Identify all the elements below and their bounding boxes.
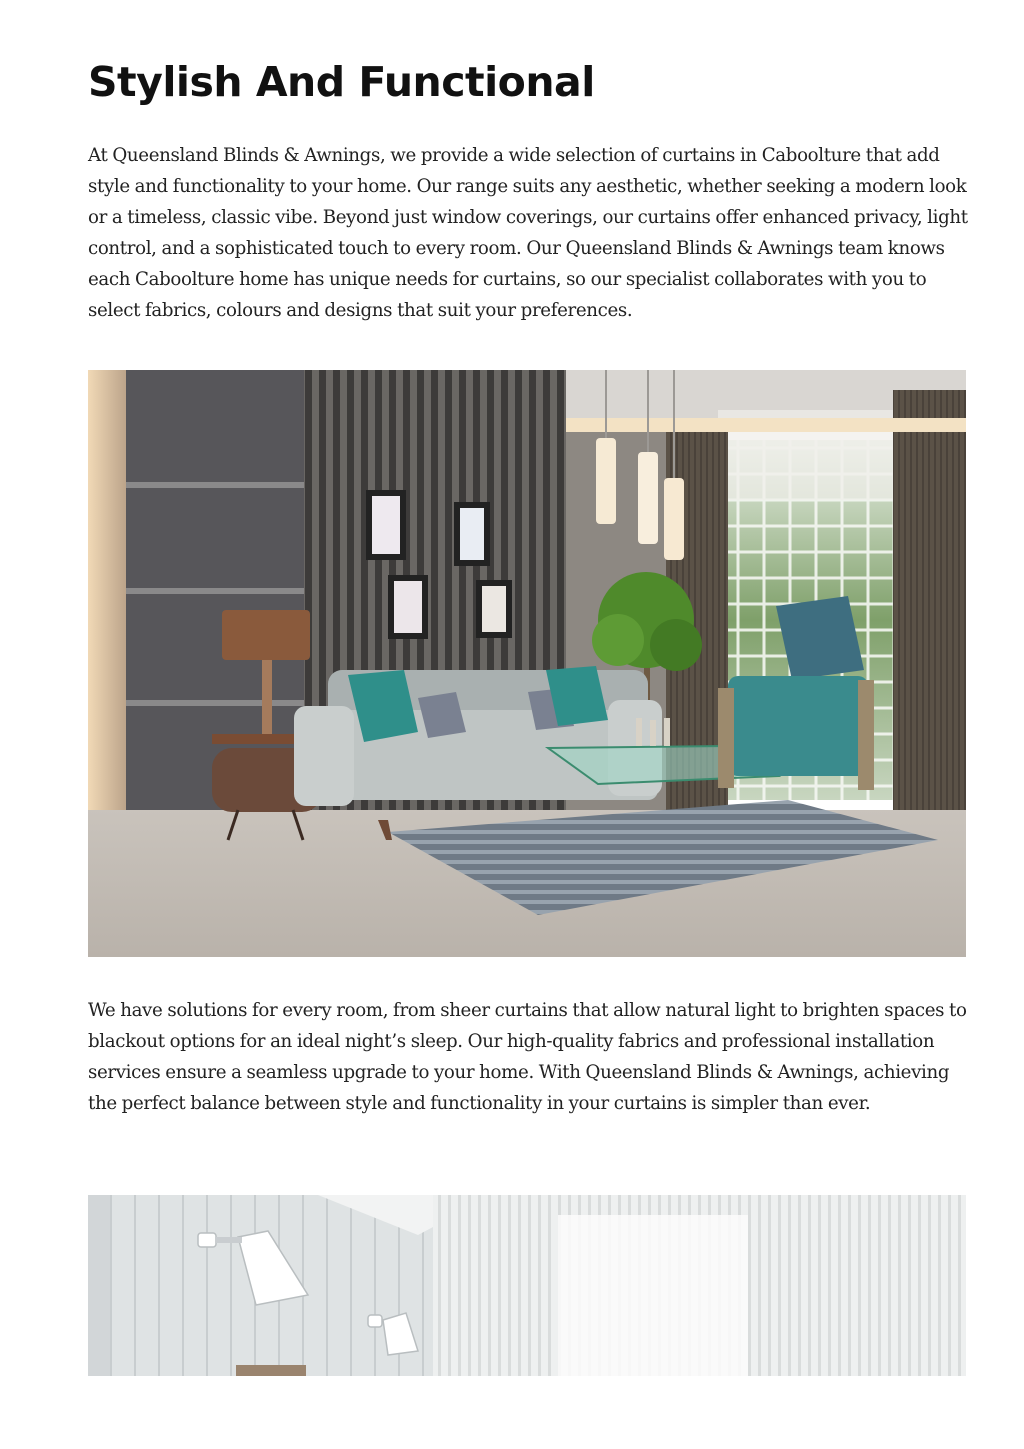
page-title: Stylish And Functional	[88, 58, 595, 106]
intro-paragraph: At Queensland Blinds & Awnings, we provide a wide selection of curtains in Caboolture that add style and functionality to your home. Our range suits any aesthetic, whether seeking a modern look or a timeless, classic vibe. Beyond just window coverings, our curtains offer enhanced privacy, light control, and a sophisticated touch to every room. Our Queensland Blinds & Awnings team knows each Caboolture home has unique needs for curtains, so our specialist collaborates with you to select fabrics, colours and designs that suit your preferences.	[88, 145, 968, 321]
solutions-paragraph: We have solutions for every room, from sheer curtains that allow natural light to brighten spaces to blackout options for an ideal night’s sleep. Our high-quality fabrics and professional installation services ensure a seamless upgrade to your home. With Queensland Blinds & Awnings, achieving the perfect balance between style and functionality in your curtains is simpler than ever.	[88, 1000, 967, 1114]
living-room-photo	[88, 370, 966, 957]
bedroom-curtains-photo	[88, 1195, 966, 1376]
